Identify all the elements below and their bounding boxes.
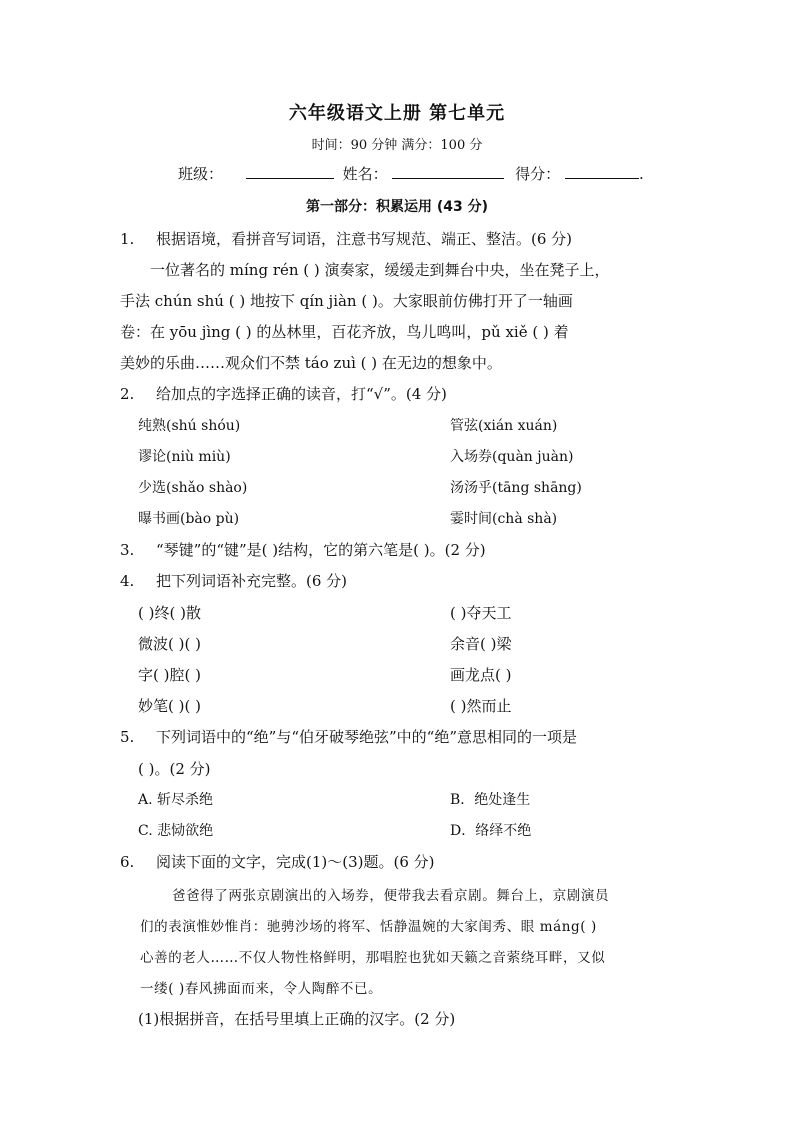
passage-line: 心善的老人……不仅人物性格鲜明，那唱腔也犹如天籁之音萦绕耳畔，又似 (140, 950, 606, 966)
page-title: 六年级语文上册 第七单元 (288, 103, 506, 124)
question-number: 4. (120, 572, 135, 590)
question-number: 5. (120, 728, 135, 746)
class-blank[interactable] (246, 164, 334, 179)
score-label: 得分： (515, 165, 561, 183)
q4-item: 妙笔( )( ) (138, 697, 201, 715)
question-text: 下列词语中的“绝”与“伯牙破琴绝弦”中的“绝”意思相同的一项是 (156, 728, 578, 746)
question-5 (120, 726, 577, 747)
passage-line: 爸爸得了两张京剧演出的入场券，便带我去看京剧。舞台上，京剧演员 (172, 888, 610, 904)
q4-item: 微波( )( ) (138, 635, 201, 653)
q2-item: 少选(shǎo shào) (138, 480, 248, 496)
q1-line-3: 卷：在 yōu jìng ( ) 的丛林里，百花齐放，鸟儿鸣叫，pǔ xiě ( ) 着 (120, 323, 569, 341)
q1-line-1: 一位著名的 míng rén ( ) 演奏家，缓缓走到舞台中央，坐在凳子上， (150, 261, 610, 279)
q4-item: ( )终( )散 (138, 604, 201, 622)
q2-item: 汤汤乎(tāng shāng) (450, 480, 582, 496)
q5-option-d: D．络绎不绝 (450, 823, 532, 839)
question-text: 阅读下面的文字，完成(1)～(3)题。(6 分) (156, 853, 435, 871)
class-label: 班级： (178, 165, 224, 183)
q1-line-2: 手法 chún shú ( ) 地按下 qín jiàn ( )。大家眼前仿佛打开了一轴画 (120, 292, 573, 310)
name-label: 姓名： (342, 165, 388, 183)
q4-item: ( )夺天工 (450, 604, 512, 622)
score-blank[interactable] (565, 164, 639, 179)
question-text: 把下列词语补充完整。(6 分) (156, 572, 348, 590)
question-6 (120, 851, 435, 872)
passage-line: 一缕( )春风拂面而来，令人陶醉不已。 (140, 981, 383, 997)
question-number: 2. (120, 385, 135, 403)
exam-time-score: 时间：90 分钟 满分：100 分 (311, 138, 483, 153)
q4-item: ( )然而止 (450, 697, 512, 715)
question-2 (120, 383, 447, 404)
question-number: 3. (120, 541, 135, 559)
q5-option-b: B．绝处逢生 (450, 792, 531, 808)
end-mark: . (638, 165, 644, 183)
q2-item: 纯熟(shú shóu) (138, 418, 241, 434)
q4-item: 字( )腔( ) (138, 666, 201, 684)
q1-line-4: 美妙的乐曲……观众们不禁 táo zuì ( ) 在无边的想象中。 (120, 354, 502, 372)
question-number: 1. (120, 230, 135, 248)
question-3 (120, 539, 486, 560)
q2-item: 管弦(xián xuán) (450, 418, 558, 434)
student-info-line (178, 163, 644, 184)
q2-item: 曝书画(bào pù) (138, 511, 240, 527)
question-text: “琴键”的“键”是( )结构，它的第六笔是( )。(2 分) (156, 541, 486, 559)
q2-item: 入场券(quàn juàn) (450, 449, 574, 465)
question-4 (120, 570, 347, 591)
passage-line: 们的表演惟妙惟肖：驰骋沙场的将军、恬静温婉的大家闺秀、眼 máng( ) (140, 919, 597, 935)
question-1 (120, 228, 572, 249)
q2-item: 谬论(niù miù) (138, 449, 231, 465)
question-text: 给加点的字选择正确的读音，打“√”。(4 分) (156, 385, 447, 403)
q5-option-a: A. 斩尽杀绝 (138, 792, 214, 808)
q4-item: 画龙点( ) (450, 666, 512, 684)
question-number: 6. (120, 853, 135, 871)
q5-continuation: ( )。(2 分) (138, 760, 211, 778)
q5-option-c: C. 悲恸欲绝 (138, 823, 214, 839)
q4-item: 余音( )梁 (450, 635, 512, 653)
section-heading: 第一部分：积累运用 (43 分) (305, 199, 489, 215)
name-blank[interactable] (392, 164, 504, 179)
q6-subquestion-1: (1)根据拼音，在括号里填上正确的汉字。(2 分) (138, 1010, 456, 1028)
q2-item: 霎时间(chà shà) (450, 511, 558, 527)
question-text: 根据语境，看拼音写词语，注意书写规范、端正、整洁。(6 分) (156, 230, 573, 248)
